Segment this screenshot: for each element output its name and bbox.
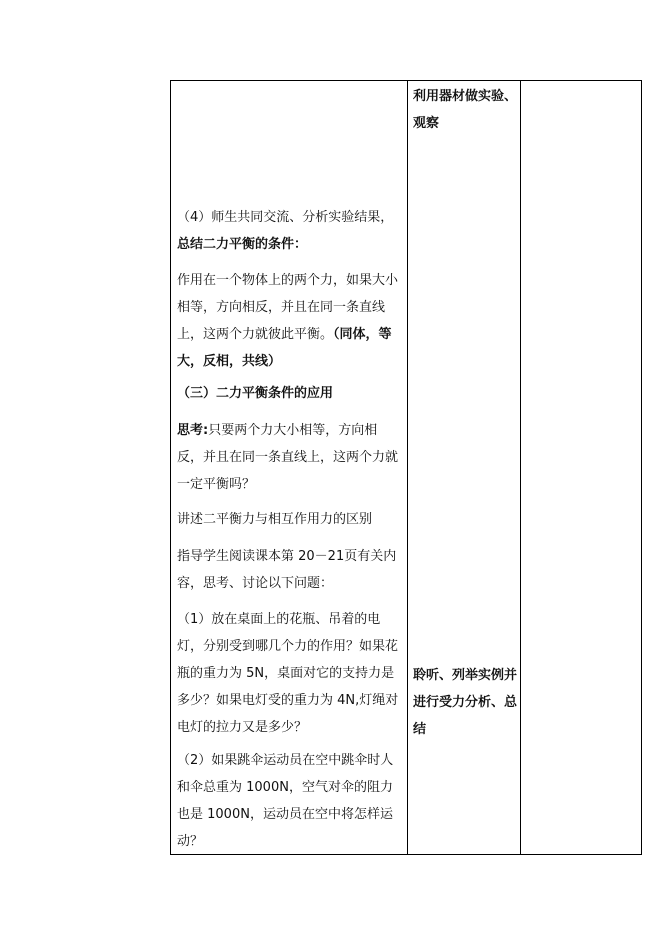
paragraph-reading-guide: 指导学生阅读课本第 20－21页有关内容，思考、讨论以下问题： [177,549,397,591]
column-divider [520,81,521,854]
question-2: （2）如果跳伞运动员在空中跳伞时人和伞总重为 1000N，空气对伞的阻力也是 1000N，运动员在空中将怎样运动？ [177,753,394,849]
paragraph-experiment-analysis: （4）师生共同交流、分析实验结果， 总结二力平衡的条件： [177,210,394,252]
student-activity-analysis: 聆听、列举实例并进行受力分析、总结 [413,668,518,737]
question-1: （1）放在桌面上的花瓶、吊着的电灯，分别受到哪几个力的作用？如果花瓶的重力为 5N，桌面对它的支持力是多少？如果电灯受的重力为 4N,灯绳对电灯的拉力又是多少？ [177,612,399,735]
paragraph-distinction: 讲述二平衡力与相互作用力的区别 [177,512,373,527]
column-divider [407,81,408,854]
paragraph-think: 思考:只要两个力大小相等，方向相反，并且在同一条直线上，这两个力就一定平衡吗？ [177,423,399,492]
section-heading: （三）二力平衡条件的应用 [177,386,334,401]
paragraph-balance-condition: 作用在一个物体上的两个力，如果大小相等，方向相反，并且在同一条直线上，这两个力就彼此平衡。（同体，等大，反相，共线） [177,273,399,369]
lesson-table [170,80,642,855]
student-activity-experiment: 利用器材做实验、观察 [413,89,518,131]
